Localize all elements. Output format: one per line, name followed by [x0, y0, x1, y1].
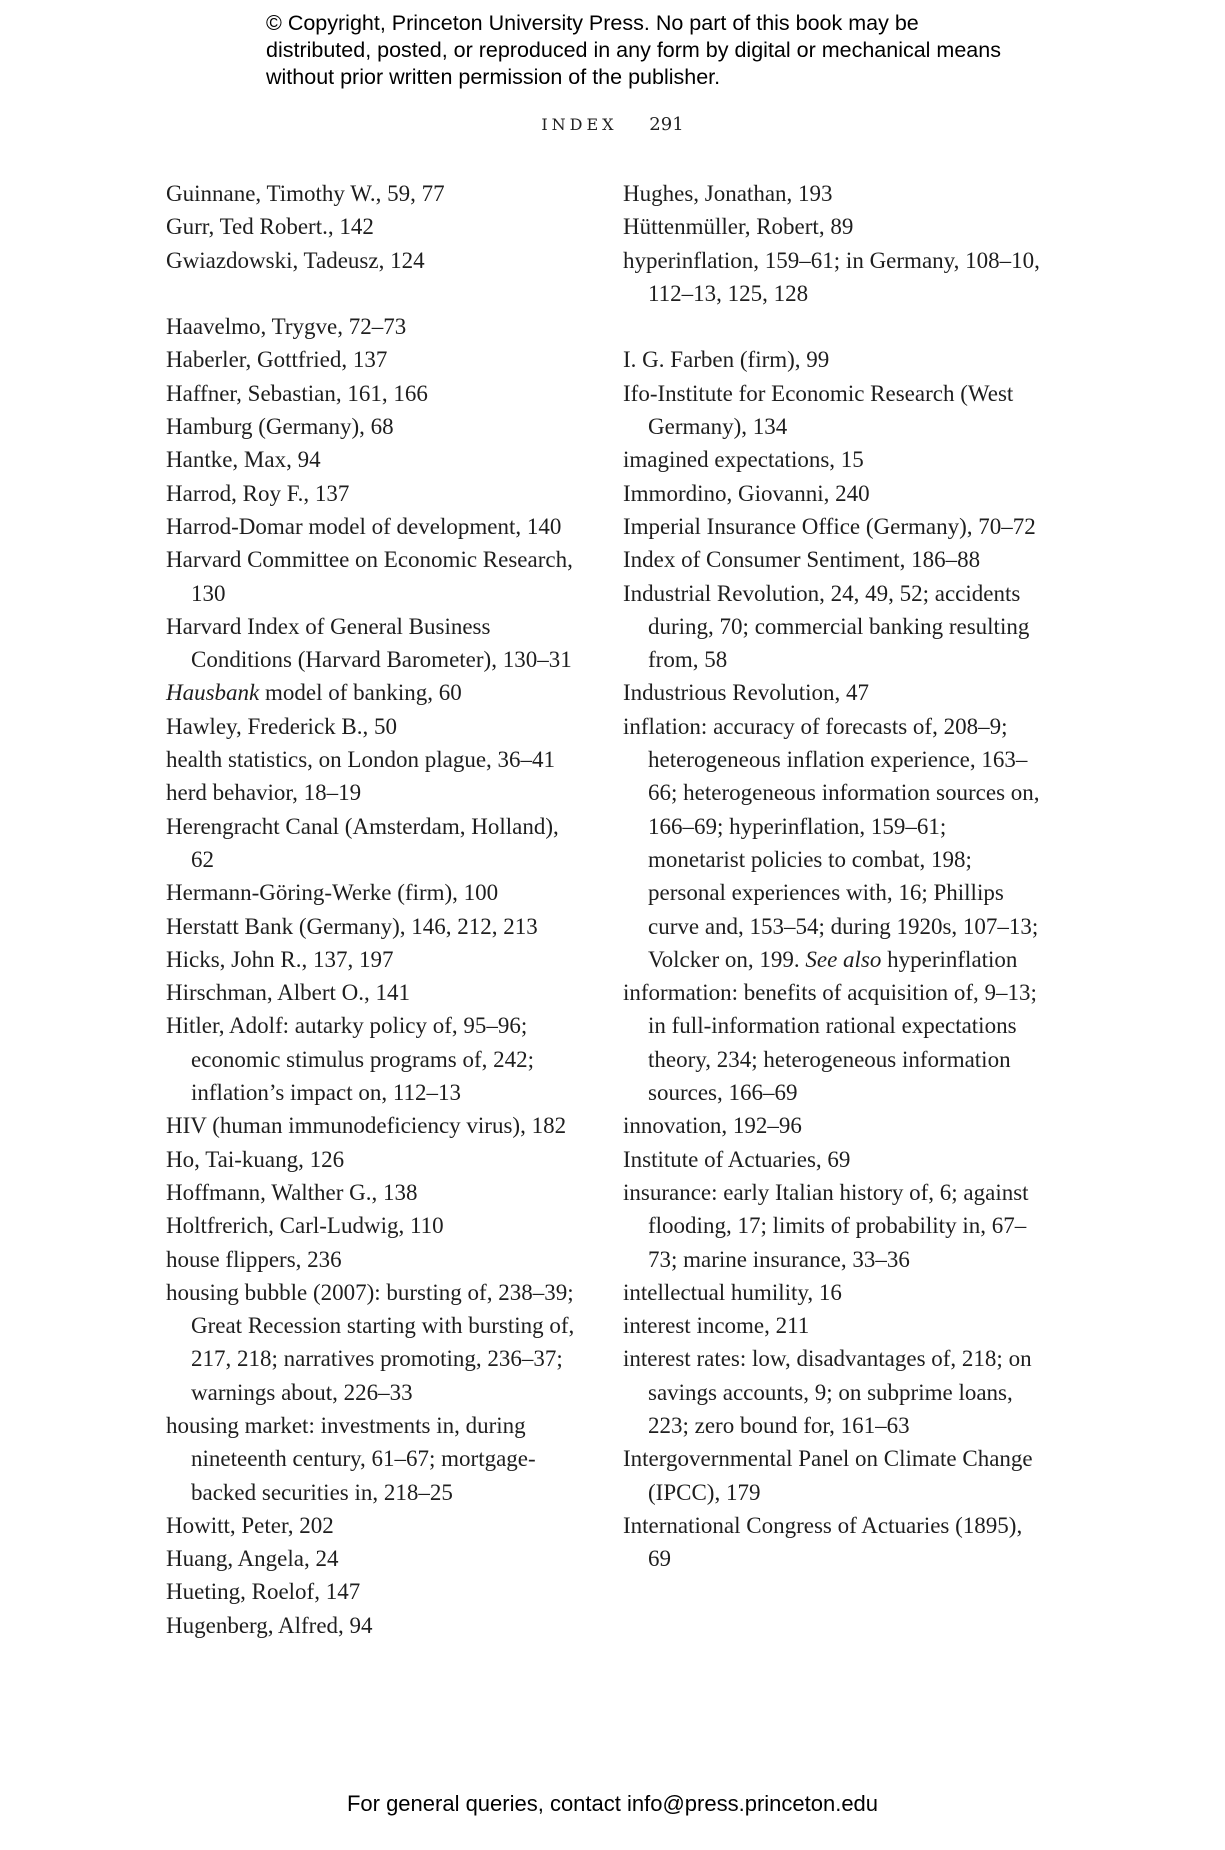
index-entry	[623, 710, 1043, 976]
entry-text: HIV (human immunodeficiency virus), 182	[166, 1113, 567, 1139]
index-entry	[166, 210, 586, 243]
entry-text: Intergovernmental Panel on Climate Change (IPCC), 179	[623, 1446, 1033, 1505]
index-entry	[166, 1009, 586, 1109]
entry-text: Hughes, Jonathan, 193	[623, 181, 833, 206]
index-entry	[623, 1509, 1043, 1576]
entry-text: Harrod-Domar model of development, 140	[166, 513, 562, 539]
entry-text: innovation, 192–96	[623, 1113, 802, 1139]
entry-see-also: See also	[805, 946, 882, 972]
entry-text: Guinnane, Timothy W., 59, 77	[166, 181, 445, 206]
entry-text: Hüttenmüller, Robert, 89	[623, 214, 854, 240]
index-entry	[166, 1209, 586, 1242]
entry-text: Hugenberg, Alfred, 94	[166, 1612, 373, 1638]
index-entry	[623, 676, 1043, 709]
index-entry	[166, 1243, 586, 1276]
index-entry	[166, 776, 586, 809]
index-entry	[623, 577, 1043, 677]
index-entry	[623, 543, 1043, 576]
entry-text: house flippers, 236	[166, 1246, 342, 1272]
entry-text: Holtfrerich, Carl-Ludwig, 110	[166, 1213, 444, 1239]
index-entry	[166, 1409, 586, 1509]
index-entry	[623, 510, 1043, 543]
entry-text: Hueting, Roelof, 147	[166, 1579, 361, 1605]
index-entry	[166, 543, 586, 610]
index-entry	[166, 810, 586, 877]
index-entry	[166, 743, 586, 776]
index-entry	[166, 410, 586, 443]
entry-text: Harvard Committee on Economic Research, 130	[166, 547, 573, 606]
entry-italic-term: Hausbank	[166, 680, 260, 706]
index-entry	[166, 943, 586, 976]
page-number: 291	[649, 114, 684, 135]
entry-text: Hermann-Göring-Werke (firm), 100	[166, 880, 499, 906]
index-entry	[623, 210, 1043, 243]
index-entry	[623, 177, 1043, 210]
entry-text: insurance: early Italian history of, 6; against flooding, 17; limits of probability in, 67–73; marine insurance, 33–36	[623, 1179, 1029, 1272]
entry-text: Ho, Tai-kuang, 126	[166, 1146, 345, 1172]
running-head	[0, 114, 1225, 135]
index-entry	[166, 976, 586, 1009]
index-entry	[623, 1176, 1043, 1276]
entry-text: Hirschman, Albert O., 141	[166, 980, 411, 1006]
index-entry	[166, 1176, 586, 1209]
entry-text: herd behavior, 18–19	[166, 780, 362, 806]
index-entry	[166, 177, 586, 210]
index-entry	[623, 343, 1043, 376]
index-entry	[623, 377, 1043, 444]
entry-text: Herengracht Canal (Amsterdam, Holland), 62	[166, 813, 559, 872]
index-entry	[166, 1509, 586, 1542]
index-entry	[166, 310, 586, 343]
index-entry	[623, 244, 1043, 311]
entry-text: health statistics, on London plague, 36–41	[166, 747, 556, 773]
entry-text: International Congress of Actuaries (1895), 69	[623, 1512, 1023, 1572]
entry-text: Howitt, Peter, 202	[166, 1512, 334, 1538]
entry-text: Haberler, Gottfried, 137	[166, 347, 388, 373]
index-column-left	[166, 177, 586, 1642]
entry-text: Institute of Actuaries, 69	[623, 1146, 851, 1172]
entry-text: housing bubble (2007): bursting of, 238–39; Great Recession starting with bursting of, 217, 218; narratives promoting, 236–37; warnings about, 226–33	[166, 1279, 575, 1405]
entry-text: Index of Consumer Sentiment, 186–88	[623, 547, 981, 573]
entry-text: information: benefits of acquisition of, 9–13; in full-information rational expectations theory, 234; heterogeneous information sources, 166–69	[623, 980, 1037, 1106]
entry-text: Hicks, John R., 137, 197	[166, 946, 394, 972]
index-entry	[166, 343, 586, 376]
entry-cross-reference: hyperinflation	[881, 946, 1018, 972]
index-entry	[623, 1143, 1043, 1176]
index-entry	[166, 377, 586, 410]
index-entry	[623, 443, 1043, 476]
index-entry	[623, 1442, 1043, 1509]
index-entry	[166, 443, 586, 476]
index-entry	[166, 1575, 586, 1608]
entry-text: Gwiazdowski, Tadeusz, 124	[166, 247, 425, 273]
entry-text: Hantke, Max, 94	[166, 447, 321, 473]
entry-text: Herstatt Bank (Germany), 146, 212, 213	[166, 913, 538, 939]
entry-text: Hoffmann, Walther G., 138	[166, 1179, 418, 1205]
index-entry	[166, 477, 586, 510]
index-entry	[166, 710, 586, 743]
entry-text: Hawley, Frederick B., 50	[166, 713, 397, 739]
entry-text: model of banking, 60	[259, 680, 462, 706]
index-entry	[166, 610, 586, 677]
index-entry	[166, 1276, 586, 1409]
copyright-notice: © Copyright, Princeton University Press. No part of this book may be distributed, posted, or reproduced in any form by digital or mechanical means without prior written permission of the publisher.	[266, 11, 1001, 89]
entry-text: Industrial Revolution, 24, 49, 52; accidents during, 70; commercial banking resulting from, 58	[623, 580, 1030, 673]
entry-text: intellectual humility, 16	[623, 1279, 842, 1305]
index-entry	[166, 676, 586, 709]
index-entry	[166, 1143, 586, 1176]
index-entry	[166, 510, 586, 543]
entry-text: housing market: investments in, during nineteenth century, 61–67; mortgage-backed securities in, 218–25	[166, 1412, 536, 1505]
entry-text: hyperinflation, 159–61; in Germany, 108–10, 112–13, 125, 128	[623, 247, 1040, 306]
index-entry	[623, 477, 1043, 510]
entry-text: Haffner, Sebastian, 161, 166	[166, 380, 428, 406]
footer-contact: For general queries, contact info@press.princeton.edu	[346, 1791, 879, 1816]
entry-text: I. G. Farben (firm), 99	[623, 347, 830, 373]
entry-text: Immordino, Giovanni, 240	[623, 480, 870, 506]
index-entry	[166, 244, 586, 277]
entry-text: Haavelmo, Trygve, 72–73	[166, 314, 407, 340]
index-entry	[166, 876, 586, 909]
letter-group-gap	[623, 310, 1043, 343]
entry-text: Huang, Angela, 24	[166, 1546, 339, 1572]
entry-text: Hitler, Adolf: autarky policy of, 95–96; economic stimulus programs of, 242; inflation’s impact on, 112–13	[166, 1013, 535, 1106]
index-entry	[623, 976, 1043, 1109]
index-entry	[166, 1109, 586, 1142]
entry-text: Hamburg (Germany), 68	[166, 414, 394, 440]
index-column-right	[623, 177, 1043, 1575]
index-entry	[623, 1342, 1043, 1442]
entry-text: interest income, 211	[623, 1313, 810, 1339]
header-label: INDEX	[541, 115, 618, 134]
index-entry	[623, 1309, 1043, 1342]
entry-text: inflation: accuracy of forecasts of, 208–9; heterogeneous inflation experience, 163–66; heterogeneous information sources on, 166–69; hyperinflation, 159–61; monetarist policies to combat, 198; personal experiences with, 16; Phillips curve and, 153–54; during 1920s, 107–13; Volcker on, 199.	[623, 713, 1040, 972]
index-entry	[166, 910, 586, 943]
index-entry	[623, 1109, 1043, 1142]
entry-text: Industrious Revolution, 47	[623, 680, 869, 706]
index-entry	[623, 1276, 1043, 1309]
entry-text: Gurr, Ted Robert., 142	[166, 214, 374, 240]
index-entry	[166, 1609, 586, 1642]
index-entry	[166, 1542, 586, 1575]
entry-text: interest rates: low, disadvantages of, 218; on savings accounts, 9; on subprime loans, 223; zero bound for, 161–63	[623, 1346, 1032, 1438]
entry-text: Harrod, Roy F., 137	[166, 480, 350, 506]
entry-text: Ifo-Institute for Economic Research (West Germany), 134	[623, 380, 1014, 440]
letter-group-gap	[166, 277, 586, 310]
entry-text: imagined expectations, 15	[623, 447, 864, 473]
entry-text: Harvard Index of General Business Conditions (Harvard Barometer), 130–31	[166, 613, 572, 673]
entry-text: Imperial Insurance Office (Germany), 70–72	[623, 513, 1036, 539]
